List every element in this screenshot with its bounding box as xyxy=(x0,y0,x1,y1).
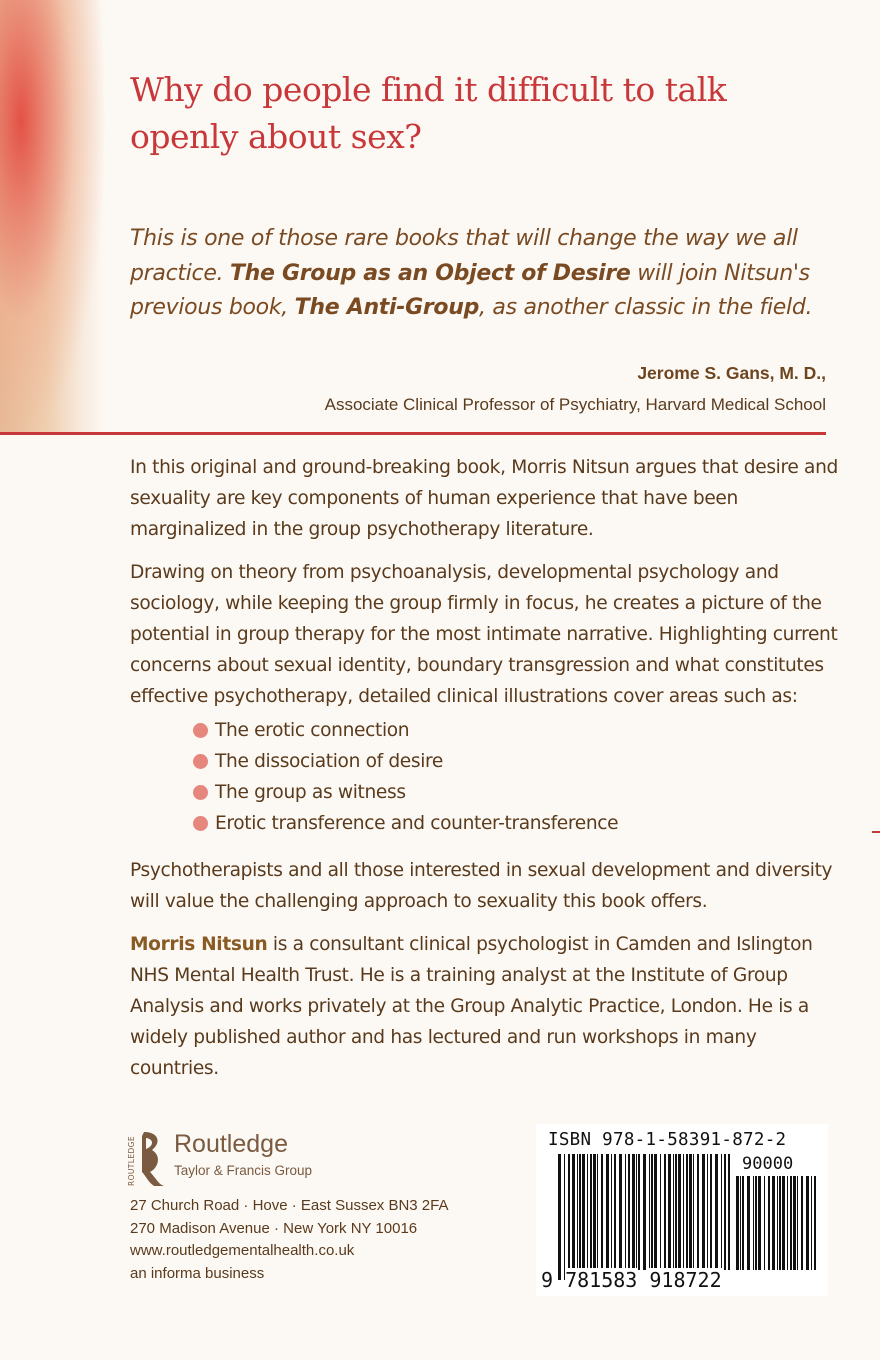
description-paragraph-2: Drawing on theory from psychoanalysis, developmental psychology and sociology, while keeping the group firmly in focus, he creates a picture of the potential in group therapy for the most intimate narrative. Highlighting current concerns about sexual identity, boundary transgression and what constitutes effective psychotherapy, detailed clinical illustrations cover areas such as: xyxy=(130,562,838,707)
barcode-bar xyxy=(736,1176,739,1270)
barcode-bar xyxy=(611,1154,612,1270)
barcode-bar xyxy=(710,1154,712,1270)
barcode-bar xyxy=(693,1154,694,1270)
barcode-bar xyxy=(697,1154,699,1270)
list-item xyxy=(193,746,850,777)
barcode-bar xyxy=(742,1176,744,1270)
barcode-bar xyxy=(689,1154,692,1270)
section-divider xyxy=(0,432,826,435)
barcode-bar xyxy=(606,1154,609,1270)
barcode-bar xyxy=(787,1176,788,1270)
barcode-bar xyxy=(660,1154,661,1270)
barcode-bar xyxy=(806,1176,809,1270)
barcode-bar xyxy=(654,1154,657,1270)
list-item xyxy=(193,808,850,839)
barcode-bar xyxy=(601,1154,603,1270)
barcode-bar xyxy=(755,1176,757,1270)
publisher-name: Routledge xyxy=(174,1130,288,1158)
bullet-icon xyxy=(193,754,208,769)
ean-digits xyxy=(541,1268,722,1292)
barcode-bar xyxy=(782,1176,785,1270)
list-item-text: The erotic connection xyxy=(215,720,410,741)
barcode-bar xyxy=(814,1176,816,1270)
barcode-bar xyxy=(811,1176,812,1270)
publisher-group: Taylor & Francis Group xyxy=(174,1163,313,1178)
barcode-bar xyxy=(587,1154,588,1270)
quote-mid: will join Nitsun's previous book, xyxy=(130,260,810,320)
publisher-logo-block xyxy=(128,1128,428,1188)
barcode-bar xyxy=(590,1154,592,1270)
barcode-bar xyxy=(664,1154,666,1270)
book-title: The Group as an Object of Desire xyxy=(229,260,631,286)
barcode-bar xyxy=(686,1154,688,1270)
barcode-bar xyxy=(568,1154,570,1270)
barcode-bar xyxy=(643,1154,646,1270)
barcode-bar xyxy=(797,1176,798,1270)
edge-tick-mark xyxy=(872,831,880,833)
barcode-bar xyxy=(772,1176,775,1270)
list-item-text: The group as witness xyxy=(215,782,406,803)
barcode-bar xyxy=(582,1154,585,1270)
bullet-icon xyxy=(193,785,208,800)
barcode-bar xyxy=(702,1154,705,1270)
author-bio xyxy=(130,929,850,1084)
barcode-bar xyxy=(707,1154,708,1270)
isbn-label: ISBN 978-1-58391-872-2 xyxy=(548,1130,787,1150)
barcode-bar xyxy=(777,1176,778,1270)
description-paragraph-1: In this original and ground-breaking book, Morris Nitsun argues that desire and sexuality are key components of human experience that have been marginalized in the group psychotherapy literature. xyxy=(130,457,838,540)
publisher-address xyxy=(130,1195,490,1285)
book-description xyxy=(130,452,850,1096)
barcode-bar xyxy=(619,1154,622,1270)
topic-list xyxy=(130,715,850,839)
barcode-bar xyxy=(628,1154,630,1270)
barcode-bar xyxy=(715,1154,718,1270)
list-item xyxy=(193,715,850,746)
barcode-bar xyxy=(728,1154,730,1270)
barcode-bar xyxy=(758,1176,761,1270)
barcode-bar xyxy=(564,1154,565,1280)
barcode-bar xyxy=(579,1154,581,1270)
barcode-bar xyxy=(764,1176,765,1270)
barcode-bar xyxy=(638,1154,640,1270)
list-item xyxy=(193,777,850,808)
author-name: Morris Nitsun xyxy=(130,934,268,955)
barcode-bar xyxy=(636,1154,637,1270)
ean-right-group: 918722 xyxy=(649,1268,722,1292)
ean-barcode-bars xyxy=(558,1154,730,1280)
list-item-text: The dissociation of desire xyxy=(215,751,444,772)
address-line-1: 27 Church Road · Hove · East Sussex BN3 2FA xyxy=(130,1197,449,1214)
addon-barcode-bars xyxy=(736,1176,816,1280)
barcode-bar xyxy=(558,1154,561,1280)
bullet-icon xyxy=(193,816,208,831)
publisher-tagline: an informa business xyxy=(130,1264,265,1282)
barcode-bar xyxy=(793,1176,796,1270)
barcode-bar xyxy=(632,1154,635,1270)
barcode-bar xyxy=(675,1154,677,1280)
barcode-bar xyxy=(740,1176,741,1270)
cover-edge-artwork xyxy=(0,0,105,432)
barcode-bar xyxy=(625,1154,626,1270)
ean-first-digit: 9 xyxy=(541,1268,554,1292)
barcode-bar xyxy=(649,1154,650,1270)
barcode-bar xyxy=(747,1176,750,1270)
barcode-bar xyxy=(668,1154,671,1270)
barcode-bar xyxy=(597,1154,598,1270)
list-item-text: Erotic transference and counter-transference xyxy=(215,813,619,834)
barcode-bar xyxy=(790,1176,792,1270)
publisher-website: www.routledgementalhealth.co.uk xyxy=(130,1242,355,1259)
headline: Why do people find it difficult to talk openly about sex? xyxy=(130,70,727,156)
barcode-bar xyxy=(721,1154,722,1270)
barcode-bar xyxy=(673,1154,674,1270)
author-bio-text: is a consultant clinical psychologist in Camden and Islington NHS Mental Health Trust. He is a training analyst at the Institute of Group Analysis and works privately at the Group Analytic Practice, London. He is a widely published author and has lectured and run workshops in many countries. xyxy=(130,934,813,1079)
quote-end: , as another classic in the field. xyxy=(479,295,813,320)
address-line-2: 270 Madison Avenue · New York NY 10016 xyxy=(130,1219,418,1237)
barcode-bar xyxy=(683,1154,684,1270)
isbn-barcode xyxy=(536,1124,828,1296)
description-paragraph-3: Psychotherapists and all those interested in sexual development and diversity will value the challenging approach to sexuality this book offers. xyxy=(130,860,833,912)
barcode-bar xyxy=(724,1154,726,1270)
endorser-name: Jerome S. Gans, M. D., xyxy=(637,363,826,383)
barcode-bar xyxy=(614,1154,616,1270)
barcode-bar xyxy=(801,1176,803,1270)
barcode-bar xyxy=(779,1176,781,1270)
endorsement-quote xyxy=(130,222,845,326)
ean-left-group: 781583 xyxy=(565,1268,638,1292)
quote-intro: This is one of those rare books that will change the way we all practice. xyxy=(130,226,798,286)
barcode-bar xyxy=(753,1176,754,1270)
previous-book-title: The Anti-Group xyxy=(294,295,480,320)
endorser-role: Associate Clinical Professor of Psychiatry, Harvard Medical School xyxy=(324,395,826,414)
barcode-bar xyxy=(678,1154,681,1280)
barcode-bar xyxy=(651,1154,653,1270)
bullet-icon xyxy=(193,723,208,738)
price-code: 90000 xyxy=(742,1154,794,1174)
barcode-bar xyxy=(593,1154,596,1270)
routledge-logo-icon xyxy=(128,1128,168,1188)
logo-text: ROUTLEDGE xyxy=(127,1135,136,1186)
barcode-bar xyxy=(768,1176,770,1270)
barcode-bar xyxy=(572,1154,575,1270)
barcode-bar xyxy=(577,1154,578,1270)
